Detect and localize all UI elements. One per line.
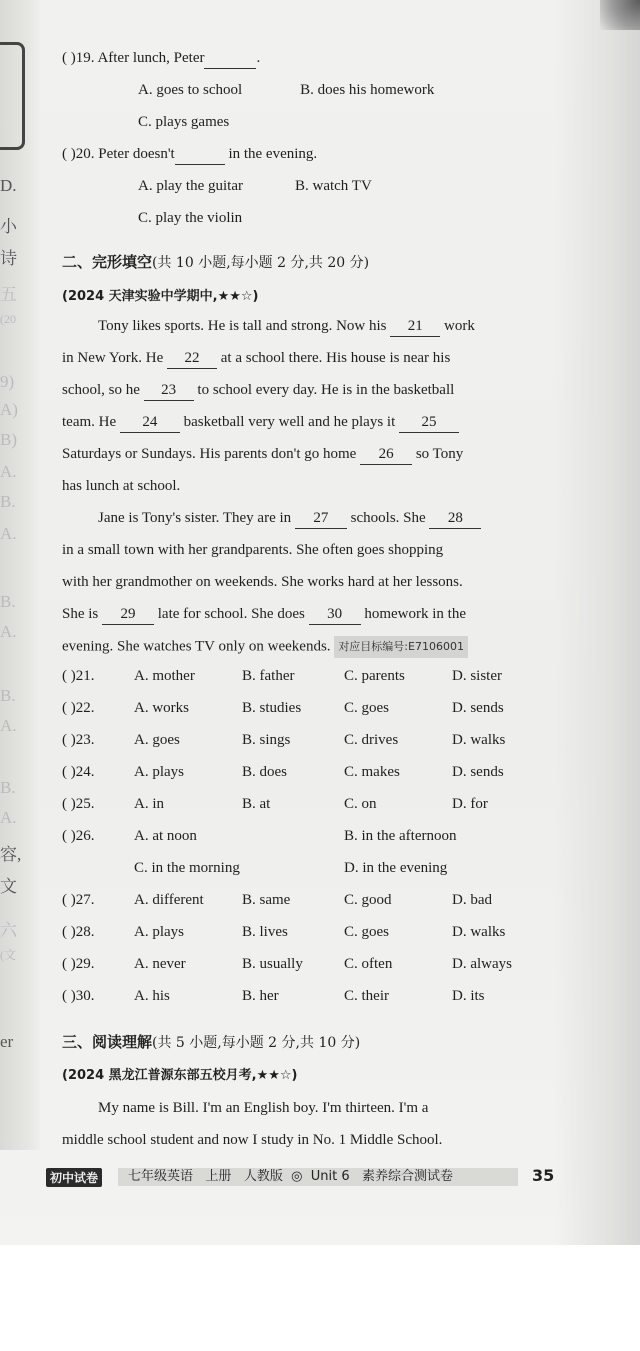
passage-line: in a small town with her grandparents. She often goes shopping [62, 542, 444, 558]
passage-line: Jane is Tony's sister. They are in 27 schools. She 28 [98, 508, 481, 529]
footer-edition: 人教版 [243, 1169, 283, 1184]
passage-line: My name is Bill. I'm an English boy. I'm thirteen. I'm a [98, 1100, 429, 1116]
choice-number: ( )23. [62, 732, 95, 748]
left-stub: 容, [0, 845, 22, 864]
left-stub: 文 [0, 877, 17, 896]
choice-option-a: A. goes [134, 732, 180, 748]
passage-line: with her grandmother on weekends. She works hard at her lessons. [62, 574, 463, 590]
choice-option-c: C. in the morning [134, 860, 240, 876]
footer-test-name: 素养综合测试卷 [362, 1169, 454, 1184]
choice-option-b: B. lives [242, 924, 288, 940]
page-corner-shadow [600, 0, 640, 30]
choice-option-b: B. sings [242, 732, 291, 748]
left-stub: B. [0, 686, 16, 705]
choice-option-b: B. usually [242, 956, 303, 972]
choice-option-b: B. at [242, 796, 271, 812]
question-20-options: A. play the guitar B. watch TV [138, 178, 372, 194]
choice-number: ( )29. [62, 956, 95, 972]
left-stub: A. [0, 462, 17, 481]
passage-line: Tony likes sports. He is tall and strong. Now his 21 work [98, 316, 475, 337]
choice-option-b: B. in the afternoon [344, 828, 457, 844]
footer-subject: 七年级英语 [128, 1169, 194, 1184]
question-19: ( )19. After lunch, Peter . [62, 48, 260, 69]
passage-line: has lunch at school. [62, 478, 181, 494]
section-2-title: 二、完形填空(共 10 小题,每小题 2 分,共 20 分) [62, 253, 370, 271]
choice-option-d: D. sends [452, 700, 504, 716]
left-stub: B. [0, 592, 16, 611]
choice-option-a: A. in [134, 796, 164, 812]
footer-unit: Unit 6 [310, 1169, 350, 1184]
choice-option-d: D. always [452, 956, 512, 972]
left-stub: A) [0, 400, 18, 419]
left-stub: 小 [0, 217, 17, 236]
choice-option-b: B. studies [242, 700, 302, 716]
section-3-source: (2024 黑龙江普源东部五校月考,★★☆) [62, 1068, 298, 1083]
choice-option-b: B. father [242, 668, 295, 684]
choice-number: ( )28. [62, 924, 95, 940]
question-19-options: A. goes to school B. does his homework [138, 82, 435, 98]
choice-number: ( )24. [62, 764, 95, 780]
left-stub: 诗 [0, 249, 17, 268]
choice-option-a: A. different [134, 892, 204, 908]
footer-circle-icon: ◎ [291, 1169, 303, 1184]
choice-option-d: D. bad [452, 892, 492, 908]
left-page-edge [0, 0, 40, 1150]
choice-option-d: D. in the evening [344, 860, 448, 876]
choice-option-c: C. goes [344, 924, 389, 940]
left-stub: A. [0, 716, 17, 735]
choice-number: ( )25. [62, 796, 95, 812]
choice-number: ( )22. [62, 700, 95, 716]
left-stub: B. [0, 778, 16, 797]
question-20-option-c: C. play the violin [138, 210, 243, 226]
left-page-bracket [0, 42, 25, 150]
choice-number: ( )27. [62, 892, 95, 908]
choice-option-c: C. drives [344, 732, 399, 748]
passage-line: Saturdays or Sundays. His parents don't go home 26 so Tony [62, 444, 463, 465]
left-stub: B) [0, 430, 17, 449]
left-stub: (文 [0, 948, 16, 962]
left-stub: A. [0, 808, 17, 827]
choice-option-c: C. goes [344, 700, 389, 716]
choice-option-b: B. her [242, 988, 279, 1004]
left-stub: 9) [0, 372, 15, 391]
left-stub: (20 [0, 312, 16, 326]
choice-option-a: A. never [134, 956, 186, 972]
choice-option-c: C. on [344, 796, 377, 812]
choice-number: ( )30. [62, 988, 95, 1004]
left-stub: er [0, 1032, 14, 1051]
choice-option-a: A. plays [134, 924, 184, 940]
choice-option-d: D. its [452, 988, 485, 1004]
passage-line: middle school student and now I study in No. 1 Middle School. [62, 1132, 443, 1148]
choice-option-d: D. sister [452, 668, 502, 684]
left-stub: 六 [0, 921, 17, 940]
passage-line: team. He 24 basketball very well and he plays it 25 [62, 412, 459, 433]
choice-option-a: A. at noon [134, 828, 197, 844]
choice-option-b: B. same [242, 892, 291, 908]
left-stub: A. [0, 524, 17, 543]
section-2-source: (2024 天津实验中学期中,★★☆) [62, 289, 259, 304]
left-stub: D. [0, 176, 17, 195]
passage-line: She is 29 late for school. She does 30 homework in the [62, 604, 466, 625]
passage-line: evening. She watches TV only on weekends. 对应目标编号:E7106001 [62, 636, 468, 658]
choice-option-c: C. their [344, 988, 389, 1004]
left-stub: A. [0, 622, 17, 641]
footer-tag: 初中试卷 [46, 1168, 102, 1187]
page-footer [46, 1166, 566, 1190]
passage-line: in New York. He 22 at a school there. His house is near his [62, 348, 450, 369]
left-stub: B. [0, 492, 16, 511]
choice-option-c: C. often [344, 956, 393, 972]
choice-option-a: A. mother [134, 668, 195, 684]
target-code-tag: 对应目标编号:E7106001 [334, 636, 468, 658]
section-3-title: 三、阅读理解(共 5 小题,每小题 2 分,共 10 分) [62, 1033, 361, 1051]
question-20: ( )20. Peter doesn't in the evening. [62, 144, 317, 165]
choice-number: ( )26. [62, 828, 95, 844]
choice-option-b: B. does [242, 764, 287, 780]
choice-option-c: C. parents [344, 668, 405, 684]
choice-option-d: D. for [452, 796, 488, 812]
passage-line: school, so he 23 to school every day. He is in the basketball [62, 380, 454, 401]
footer-band [118, 1168, 518, 1186]
page-number: 35 [532, 1166, 555, 1185]
choice-option-a: A. plays [134, 764, 184, 780]
question-19-option-c: C. plays games [138, 114, 230, 130]
choice-option-a: A. works [134, 700, 189, 716]
footer-term: 上册 [205, 1169, 232, 1184]
right-page-edge [554, 0, 640, 1245]
choice-option-a: A. his [134, 988, 170, 1004]
choice-number: ( )21. [62, 668, 95, 684]
choice-option-c: C. good [344, 892, 392, 908]
choice-option-c: C. makes [344, 764, 400, 780]
choice-option-d: D. walks [452, 732, 506, 748]
choice-option-d: D. sends [452, 764, 504, 780]
choice-option-d: D. walks [452, 924, 506, 940]
left-stub: 五 [0, 285, 17, 304]
